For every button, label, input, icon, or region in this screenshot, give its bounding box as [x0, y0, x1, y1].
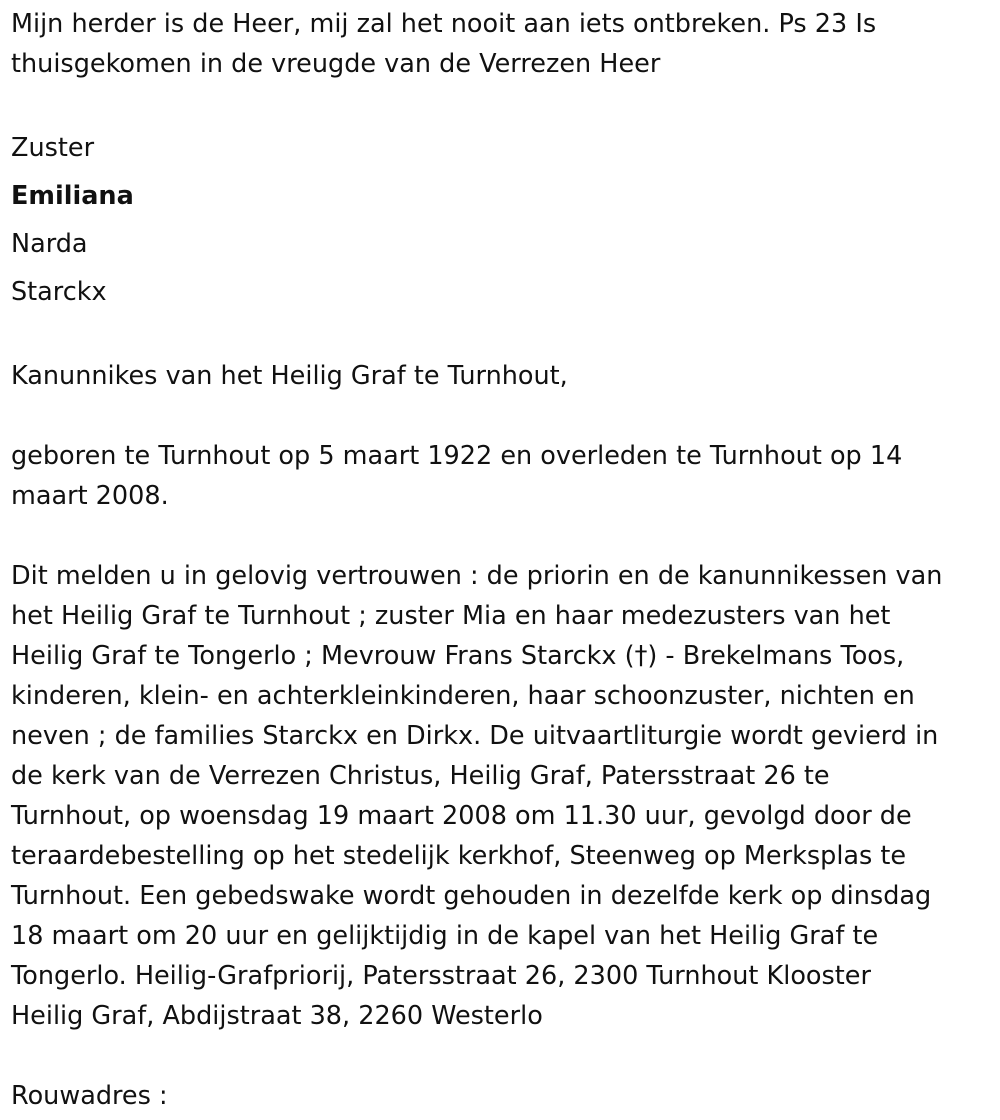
announcement-line: Tongerlo. Heilig-Grafpriorij, Patersstraat 26, 2300 Turnhout Klooster [11, 961, 871, 991]
life-dates [11, 436, 988, 516]
announcement-line: Turnhout, op woensdag 19 maart 2008 om 11.30 uur, gevolgd door de [11, 801, 912, 831]
intro-verse [11, 4, 988, 84]
last-name: Starckx [11, 277, 107, 307]
announcement-line: het Heilig Graf te Turnhout ; zuster Mia en haar medezusters van het [11, 601, 891, 631]
announcement-line: kinderen, klein- en achterkleinkinderen, haar schoonzuster, nichten en [11, 681, 915, 711]
middle-name: Narda [11, 229, 88, 259]
announcement-line: neven ; de families Starckx en Dirkx. De uitvaartliturgie wordt gevierd in [11, 721, 939, 751]
deceased-name [11, 124, 988, 316]
first-name: Emiliana [11, 181, 134, 211]
intro-line: Mijn herder is de Heer, mij zal het nooit aan iets ontbreken. Ps 23 Is [11, 9, 877, 39]
life-dates-line: geboren te Turnhout op 5 maart 1922 en overleden te Turnhout op 14 [11, 441, 903, 471]
announcement [11, 556, 988, 1036]
announcement-line: Dit melden u in gelovig vertrouwen : de priorin en de kanunnikessen van [11, 561, 943, 591]
announcement-line: teraardebestelling op het stedelijk kerkhof, Steenweg op Merksplas te [11, 841, 907, 871]
announcement-line: Heilig Graf te Tongerlo ; Mevrouw Frans Starckx (†) - Brekelmans Toos, [11, 641, 905, 671]
mourning-address [11, 1076, 988, 1116]
affiliation-line: Kanunnikes van het Heilig Graf te Turnhout, [11, 361, 568, 391]
mourning-address-label: Rouwadres : [11, 1081, 168, 1111]
intro-line: thuisgekomen in de vreugde van de Verrezen Heer [11, 49, 661, 79]
announcement-line: Heilig Graf, Abdijstraat 38, 2260 Westerlo [11, 1001, 543, 1031]
announcement-line: 18 maart om 20 uur en gelijktijdig in de kapel van het Heilig Graf te [11, 921, 879, 951]
life-dates-line: maart 2008. [11, 481, 169, 511]
announcement-line: Turnhout. Een gebedswake wordt gehouden in dezelfde kerk op dinsdag [11, 881, 932, 911]
title-prefix: Zuster [11, 133, 95, 163]
announcement-line: de kerk van de Verrezen Christus, Heilig Graf, Patersstraat 26 te [11, 761, 830, 791]
affiliation [11, 356, 988, 396]
